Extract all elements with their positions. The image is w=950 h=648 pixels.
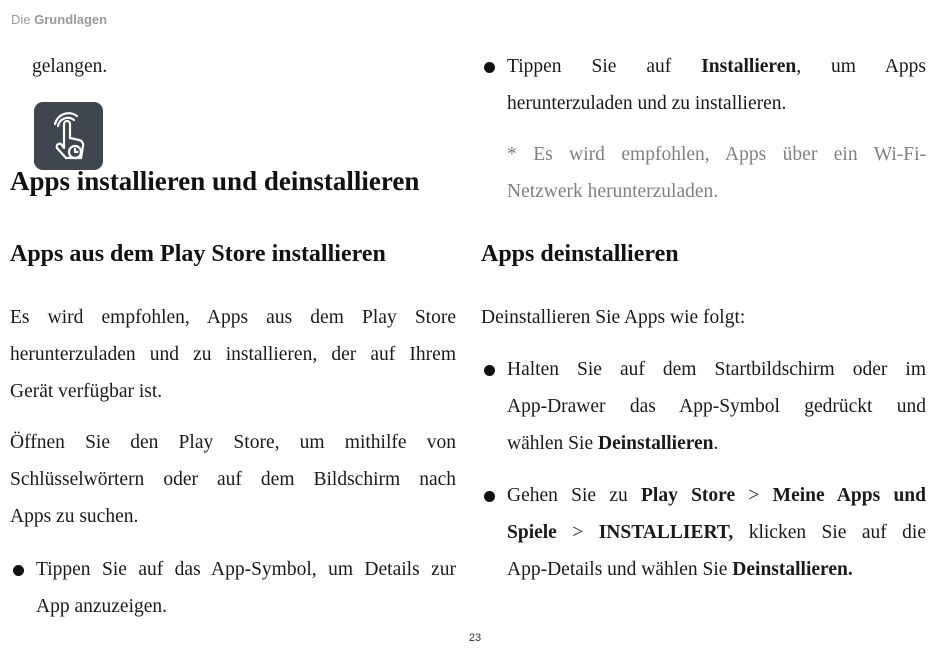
note-line: Netzwerk herunterzuladen. (507, 181, 719, 202)
page-number: 23 (468, 632, 482, 644)
paragraph-line: Schlüsselwörtern oder auf dem Bildschirm nach (10, 469, 456, 490)
bullet-line: Tippen Sie auf das App-Symbol, um Details zur (36, 559, 456, 580)
uninstall-intro: Deinstallieren Sie Apps wie folgt: (481, 307, 746, 328)
note-line: * Es wird empfohlen, Apps über ein Wi-Fi- (507, 144, 926, 165)
paragraph-line: Apps zu suchen. (10, 506, 139, 527)
bullet-line: herunterzuladen und zu installieren. (507, 93, 787, 114)
bullet-line: Gehen Sie zu Play Store > Meine Apps und (507, 485, 926, 506)
bullet-install (481, 48, 926, 122)
paragraph-line: Es wird empfohlen, Apps aus dem Play Store (10, 307, 456, 328)
paragraph-line: Gerät verfügbar ist. (10, 381, 163, 402)
bullet-dot (484, 491, 495, 502)
bullet-play-store-path (481, 477, 926, 588)
section-heading-install: Apps aus dem Play Store installieren (10, 241, 386, 267)
bullet-line: App anzuzeigen. (36, 596, 168, 617)
gesture-hand-icon (34, 102, 103, 170)
paragraph-recommend (10, 299, 456, 410)
bullet-line: App-Details und wählen Sie Deinstallieren. (507, 559, 853, 580)
paragraph-line: Öffnen Sie den Play Store, um mithilfe von (10, 432, 456, 453)
bullet-line: wählen Sie Deinstallieren. (507, 433, 719, 454)
header-prefix: Die (11, 12, 31, 27)
bullet-line: Tippen Sie auf Installieren, um Apps (507, 56, 926, 77)
paragraph-line: herunterzuladen und zu installieren, der auf Ihrem (10, 344, 456, 365)
bullet-line: Spiele > INSTALLIERT, klicken Sie auf die (507, 522, 926, 543)
section-heading-uninstall: Apps deinstallieren (481, 241, 679, 267)
continuation-text: gelangen. (32, 56, 108, 77)
bullet-dot (484, 62, 495, 73)
bullet-dot (484, 365, 495, 376)
bullet-dot (13, 565, 24, 576)
header-section: Grundlagen (34, 12, 108, 27)
main-heading: Apps installieren und deinstallieren (10, 166, 420, 196)
running-header (11, 12, 107, 27)
wifi-note (507, 136, 926, 210)
bullet-long-press (481, 351, 926, 462)
paragraph-open-store (10, 424, 456, 535)
bullet-line: App-Drawer das App-Symbol gedrückt und (507, 396, 926, 417)
bullet-line: Halten Sie auf dem Startbildschirm oder im (507, 359, 926, 380)
bullet-tap-icon (10, 551, 456, 625)
